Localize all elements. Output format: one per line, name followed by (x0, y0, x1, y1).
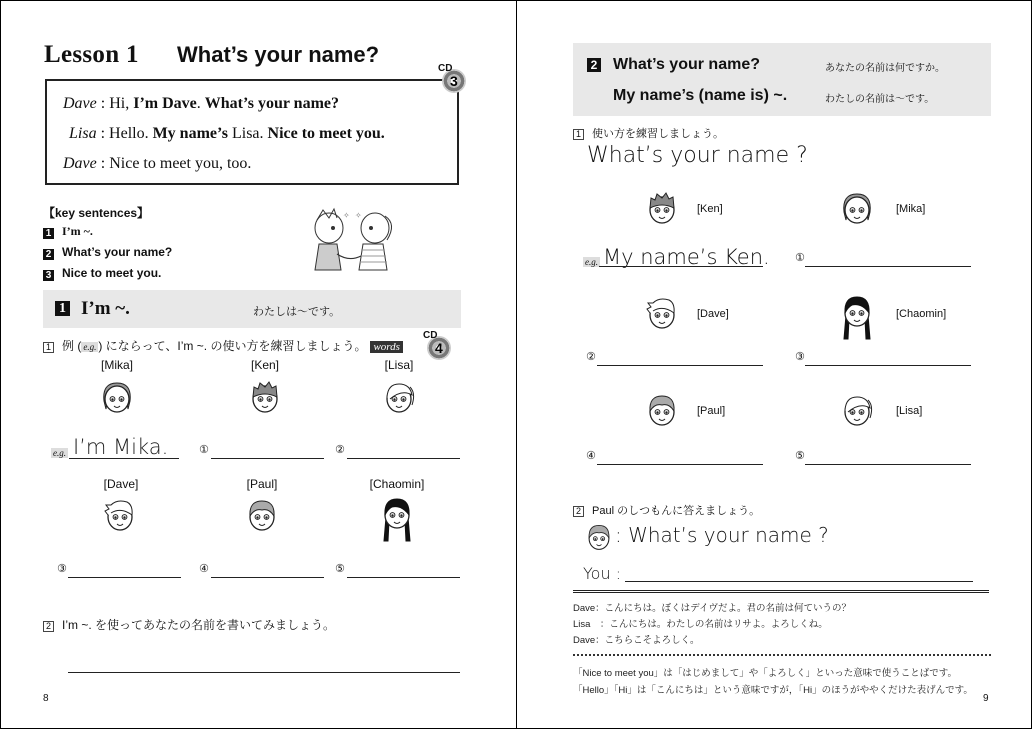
key-sentence-text: Nice to meet you. (62, 266, 162, 280)
key-sentences-title: 【key sentences】 (43, 206, 150, 220)
instruction-text: 使い方を練習しましょう。 (592, 128, 724, 140)
translation-note: Dave：こんにちは。ぼくはデイヴだよ。君の名前は何ていうの？ (573, 603, 852, 614)
example-answer: My name’s Ken. (603, 245, 770, 269)
dialogue-text: I’m Dave (133, 95, 197, 112)
character-name-label: [Lisa] (384, 358, 414, 372)
dialogue-line (63, 95, 339, 113)
character-name-label: [Chaomin] (896, 308, 947, 320)
number-badge: 2 (43, 249, 54, 260)
you-label: You : (583, 564, 622, 583)
answer-blank-5[interactable] (805, 464, 971, 465)
blank-number: ④ (586, 450, 596, 462)
section-number-badge: 2 (587, 58, 601, 72)
blank-number: ⑤ (335, 563, 345, 575)
cd-label: CD (438, 63, 453, 74)
character-name-label: [Ken] (250, 358, 280, 372)
dialogue-text: What’s your name? (204, 95, 339, 112)
ken-face-icon (645, 190, 679, 226)
words-tag[interactable]: words (370, 341, 403, 353)
character-name-label: [Paul] (697, 405, 726, 417)
mika-face-icon (100, 379, 134, 415)
dialogue-speaker: Dave (63, 95, 97, 112)
character-name-label: [Mika] (896, 203, 926, 215)
lisa-face-icon (840, 392, 874, 428)
cd-label: CD (423, 330, 438, 341)
you-answer-line[interactable] (625, 581, 973, 582)
instruction-text: I’m ~. を使ってあなたの名前を書いてみましょう。 (62, 618, 336, 632)
cd-track-badge[interactable] (438, 65, 468, 95)
number-badge: 3 (43, 270, 54, 281)
exercise-number: 1 (573, 129, 584, 140)
cd-track-number: 4 (435, 340, 443, 356)
answer-blank-4[interactable] (597, 464, 763, 465)
instruction-text: Paul のしつもんに答えましょう。 (592, 505, 761, 517)
lisa-face-icon (382, 379, 416, 415)
example-tag (51, 443, 68, 461)
example-answer: I’m Mika. (73, 435, 169, 459)
chaomin-face-icon (840, 293, 874, 343)
dialogue-separator: : (96, 155, 110, 172)
section-title-line-2: My name’s (name is) ~. (613, 87, 788, 104)
section-translation-line-2: わたしの名前は〜です。 (825, 94, 935, 105)
section-2-header (573, 43, 991, 116)
answer-blank-2[interactable] (347, 458, 460, 459)
key-sentence-text: What’s your name? (62, 245, 173, 259)
paul-face-icon (585, 522, 613, 552)
exercise-2-instruction (573, 502, 760, 518)
blank-number: ④ (199, 563, 209, 575)
your-name-answer-line[interactable] (68, 672, 460, 673)
left-page (1, 1, 517, 729)
svg-text:✧: ✧ (355, 211, 362, 220)
exercise-1-instruction (43, 337, 403, 354)
translation-note: Dave：こちらこそよろしく。 (573, 635, 700, 646)
example-answer-line (599, 266, 763, 267)
double-rule-divider (573, 590, 989, 594)
handshake-illustration (301, 206, 401, 274)
answer-blank-3[interactable] (68, 577, 181, 578)
dave-face-icon (103, 497, 137, 533)
character-name-label: [Paul] (246, 477, 278, 491)
character-name-label: [Dave] (103, 477, 139, 491)
dialogue-separator: : (96, 95, 110, 112)
paul-face-icon (645, 392, 679, 428)
chaomin-face-icon (380, 495, 414, 545)
character-name-label: [Chaomin] (369, 477, 425, 491)
answer-blank-1[interactable] (211, 458, 324, 459)
eg-tag: e.g. (585, 257, 598, 267)
exercise-number: 2 (573, 506, 584, 517)
dialogue-box (45, 79, 459, 185)
dialogue-speaker: Dave (63, 155, 97, 172)
example-tag (583, 252, 600, 270)
dialogue-speaker: Lisa (69, 125, 97, 142)
blank-number: ② (586, 351, 596, 363)
example-answer-line (69, 458, 179, 459)
blank-number: ① (795, 252, 805, 264)
ken-face-icon (248, 379, 282, 415)
exercise-number: 2 (43, 621, 54, 632)
answer-blank-1[interactable] (805, 266, 971, 267)
exercise-2-instruction (43, 616, 335, 633)
blank-number: ⑤ (795, 450, 805, 462)
dialogue-line (69, 125, 385, 143)
dialogue-text: Hello. (109, 125, 153, 142)
section-title-line-1: What’s your name? (613, 56, 760, 73)
mika-face-icon (840, 190, 874, 226)
section-title: I’m ~. (81, 298, 130, 319)
number-badge: 1 (43, 228, 54, 239)
section-translation-line-1: あなたの名前は何ですか。 (825, 63, 945, 74)
character-name-label: [Lisa] (896, 405, 923, 417)
character-name-label: [Dave] (697, 308, 729, 320)
key-sentence-text: I’m ~. (62, 224, 93, 238)
practice-prompt: What’s your name ? (587, 143, 808, 168)
key-sentence-item (43, 266, 161, 281)
cd-track-number: 3 (450, 73, 458, 89)
dotted-divider (573, 654, 991, 656)
dialogue-text: Hi, (109, 95, 134, 112)
instruction-text: ) にならって、I’m ~. の使い方を練習しましょう。 (98, 339, 367, 353)
dialogue-line (63, 155, 251, 173)
character-name-label: [Mika] (100, 358, 133, 372)
dialogue-text: Nice to meet you, too. (109, 155, 252, 172)
dialogue-text: Nice to meet you. (267, 125, 385, 142)
lesson-number: Lesson 1 (44, 41, 139, 68)
svg-text:✧: ✧ (343, 211, 350, 220)
lesson-title: What’s your name? (177, 42, 380, 67)
answer-blank-2[interactable] (597, 365, 763, 366)
usage-note: 「Hello」「Hi」は「こんにちは」という意味ですが，「Hi」のほうがややくだけた表げんです。 (573, 685, 973, 696)
blank-number: ② (335, 444, 345, 456)
blank-number: ③ (795, 351, 805, 363)
right-page (517, 1, 1032, 729)
character-name-label: [Ken] (697, 203, 723, 215)
paul-face-icon (245, 497, 279, 533)
exercise-1-instruction (573, 125, 724, 141)
dialogue-text: My name’s (152, 125, 228, 142)
blank-number: ③ (57, 563, 67, 575)
exercise-number: 1 (43, 342, 54, 353)
usage-note: 「Nice to meet you」は「はじめまして」や「よろしく」といった意味で使うことばです。 (573, 668, 958, 679)
section-number-badge: 1 (55, 301, 70, 316)
eg-tag: e.g. (53, 448, 66, 458)
page-number: 9 (983, 693, 989, 704)
dave-face-icon (645, 295, 679, 331)
dialogue-text: Lisa. (227, 125, 268, 142)
dialogue-text: . (196, 95, 205, 112)
answer-blank-3[interactable] (805, 365, 971, 366)
dialogue-separator: : (96, 125, 110, 142)
key-sentence-item (43, 245, 172, 260)
section-translation: わたしは〜です。 (253, 306, 341, 318)
section-1-header (43, 290, 461, 328)
blank-number: ① (199, 444, 209, 456)
page-number: 8 (43, 693, 49, 704)
eg-tag: e.g. (83, 342, 97, 352)
answer-blank-5[interactable] (347, 577, 460, 578)
instruction-prefix: 例 ( (62, 339, 82, 353)
paul-question: : What’s your name ? (615, 523, 829, 547)
key-sentence-item (43, 224, 93, 239)
answer-blank-4[interactable] (211, 577, 324, 578)
translation-note: Lisa ：こんにちは。わたしの名前はリサよ。よろしくね。 (573, 619, 828, 630)
